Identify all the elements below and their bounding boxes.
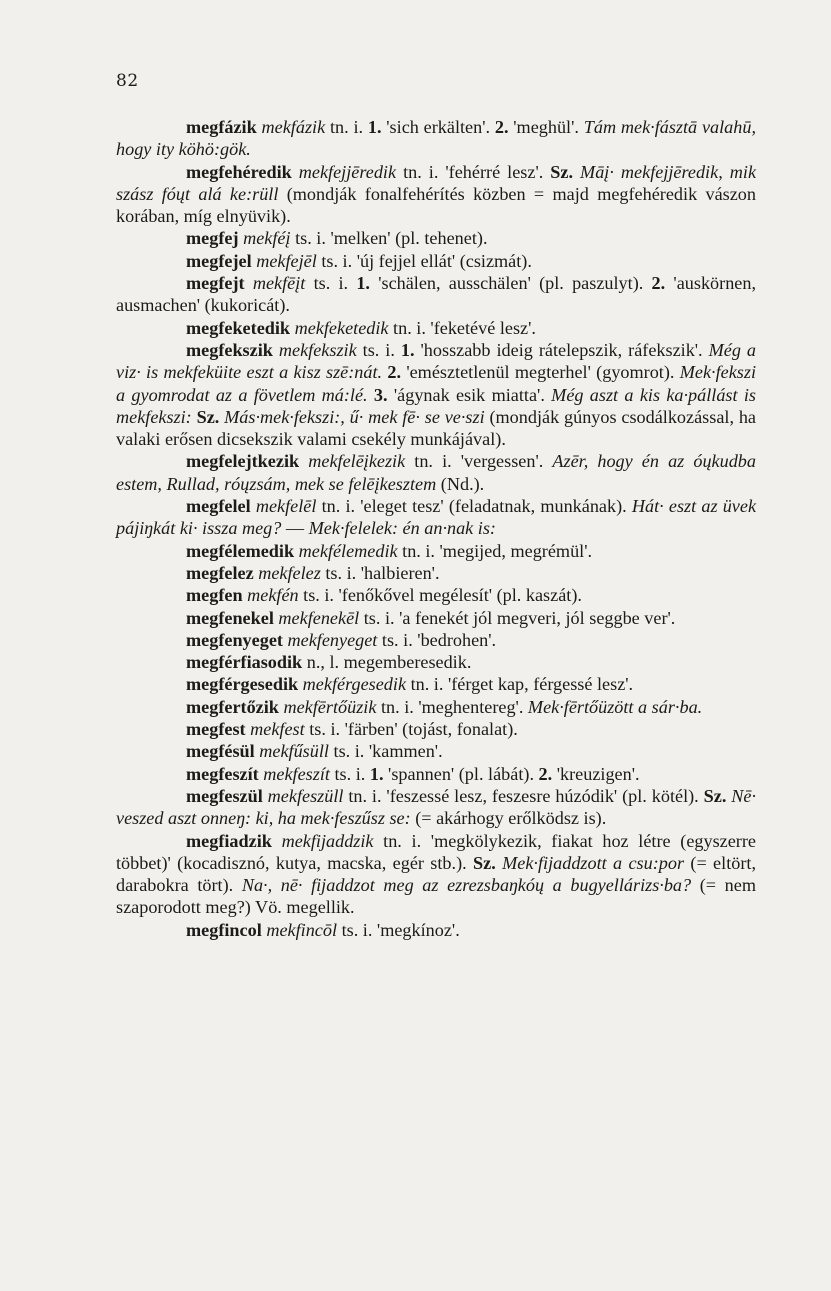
- example: Hát· eszt az üvek pájiŋkát ki· issza meg?: [116, 496, 757, 539]
- headword: megfenekel: [186, 607, 274, 628]
- entry-megfejt: megfejt mekfēįt ts. i. 1. 'schälen, ausschälen' (pl. paszulyt). 2. 'auskörnen, ausmachen' (kukoricát).: [116, 273, 756, 316]
- headword: megfiadzik: [186, 830, 272, 851]
- dialect-form: mekfelēl: [255, 496, 317, 517]
- dialect-form: mekfélemedik: [298, 540, 398, 561]
- entry-megfesul: megfésül mekfűsüll ts. i. 'kammen'.: [186, 741, 443, 762]
- dialect-form: mekfijaddzik: [281, 830, 374, 851]
- headword: megfelez: [186, 562, 254, 583]
- entry-megfejel: megfejel mekfejēl ts. i. 'új fejjel ellát' (csizmát).: [186, 250, 532, 271]
- example: Mek·fijaddzott a csu:por: [502, 852, 685, 873]
- dialect-form: mekfest: [250, 719, 305, 740]
- entry-megfelel: megfelel mekfelēl tn. i. 'eleget tesz' (feladatnak, munkának). Hát· eszt az üvek pájiŋkát ki· issza meg? — Mek·felelek: én an·nak is:: [116, 496, 757, 539]
- dialect-form: mekfēįt: [252, 273, 306, 294]
- entry-megfeszit: megfeszít mekfeszít ts. i. 1. 'spannen' (pl. lábát). 2. 'kreuzigen'.: [186, 763, 640, 784]
- entry-megfelemedik: megfélemedik mekfélemedik tn. i. 'megijed, megrémül'.: [186, 540, 593, 561]
- example: Māį· mekfejjēredik, mik szász fóųt alá ke:rüll: [116, 161, 757, 204]
- dialect-form: mekfenekēl: [278, 607, 360, 628]
- example: Mek·felelek: én an·nak is:: [308, 518, 496, 539]
- headword: megfejt: [186, 273, 245, 294]
- dialect-form: mekfázik: [261, 117, 326, 137]
- dialect-form: mekfelēįkezik: [308, 451, 406, 472]
- page-number: 82: [116, 71, 139, 91]
- headword: megfenyeget: [186, 629, 283, 650]
- entry-megfej: megfej mekféį ts. i. 'melken' (pl. tehenet).: [186, 228, 488, 249]
- headword: megfehéredik: [186, 161, 292, 182]
- entry-megfeheredik: megfehéredik mekfejjēredik tn. i. 'fehérré lesz'. Sz. Māį· mekfejjēredik, mik szász fóųt alá ke:rüll (mondják fonalfehérítés közben = majd megfehéredik vászon korában, míg elnyüvik).: [116, 161, 757, 227]
- headword: megfelejtkezik: [186, 451, 300, 472]
- example: Mek·fekszi a gyomrodat az a fövetlem má:lé.: [116, 362, 757, 405]
- headword: megfésül: [186, 741, 255, 762]
- headword: megfincol: [186, 919, 262, 940]
- example: Mek·fērtőüzött a sár·ba.: [527, 696, 703, 717]
- headword: megfertőzik: [186, 696, 279, 717]
- dictionary-column: [116, 116, 756, 941]
- entry-megfekszik: megfekszik mekfekszik ts. i. 1. 'hosszabb ideig rátelepszik, ráfekszik'. Még a viz· is mekfeküite eszt a kisz szē:nát. 2. 'emésztetlenül megterhel' (gyomrot). Mek·fekszi a gyomrodat az a fövetlem má:lé. 3. 'ágynak esik miatta'. Még aszt a kis ka·pállást is mekfekszi: Sz. Más·mek·fekszi:, ű· mek fē· se ve·szi (mondják gúnyos csodálkozással, ha valaki erősen dicsekszik valami csekély munkájával).: [116, 339, 757, 450]
- dialect-form: mekfērtőüzik: [283, 696, 377, 717]
- dialect-form: mekfekszik: [278, 339, 357, 360]
- headword: megfeszít: [186, 763, 259, 784]
- headword: megférfiasodik: [186, 652, 303, 673]
- headword: megfelel: [186, 496, 251, 517]
- entry-megfenekel: megfenekel mekfenekēl ts. i. 'a fenekét jól megveri, jól seggbe ver'.: [186, 607, 676, 628]
- dialect-form: mekfincōl: [266, 919, 338, 940]
- dialect-form: mekfeketedik: [294, 317, 389, 338]
- entry-megfen: megfen mekfén ts. i. 'fenőkővel megélesít' (pl. kaszát).: [186, 585, 582, 606]
- example: Még aszt a kis ka·pállást is mekfekszi:: [116, 384, 756, 427]
- entry-megfest: megfest mekfest ts. i. 'färben' (tojást, fonalat).: [186, 719, 518, 740]
- headword: megfej: [186, 228, 239, 249]
- example: Még a viz· is mekfeküite eszt a kisz szē:nát.: [116, 339, 757, 383]
- dialect-form: mekfenyeget: [287, 629, 378, 650]
- entry-megfeketedik: megfeketedik mekfeketedik tn. i. 'feketévé lesz'.: [186, 317, 536, 338]
- entry-megfeszul: megfeszül mekfeszüll tn. i. 'feszessé lesz, feszesre húzódik' (pl. kötél). Sz. Nē· veszed aszt onneŋ: ki, ha mek·feszűsz se: (= akárhogy erőlködsz is).: [116, 785, 757, 829]
- dialect-form: mekfeszüll: [267, 785, 344, 806]
- entry-megfincol: megfincol mekfincōl ts. i. 'megkínoz'.: [186, 919, 460, 940]
- headword: megfejel: [186, 250, 252, 271]
- example: Más·mek·fekszi:, ű· mek fē· se ve·szi: [224, 406, 485, 427]
- example: Tám mek·fásztā valahū, hogy ity köhö:gök.: [116, 117, 756, 160]
- headword: megfekszik: [186, 339, 273, 360]
- example: Nē· veszed aszt onneŋ: ki, ha mek·feszűsz se:: [116, 785, 757, 829]
- dialect-form: mekfejjēredik: [298, 161, 397, 182]
- dialect-form: mekférgesedik: [302, 674, 407, 695]
- headword: megfen: [186, 585, 243, 606]
- headword: megfélemedik: [186, 540, 295, 561]
- dialect-form: mekfén: [247, 585, 299, 606]
- dialect-form: mekféį: [243, 228, 291, 249]
- entry-megfiadzik: megfiadzik mekfijaddzik tn. i. 'megkölykezik, fiakat hoz létre (egyszerre többet)' (kocadisznó, kutya, macska, egér stb.). Sz. Mek·fijaddzott a csu:por (= eltört, darabokra tört). Na·, nē· fijaddzot meg az ezrezsbaŋkóų a bugyellárizs·ba? (= nem szaporodott meg?) Vö. megellik.: [116, 830, 756, 918]
- entry-megfenyeget: megfenyeget mekfenyeget ts. i. 'bedrohen'.: [186, 629, 497, 650]
- entry-megfertozik: megfertőzik mekfērtőüzik tn. i. 'meghentereg'. Mek·fērtőüzött a sár·ba.: [186, 696, 703, 717]
- entry-megfazik: megfázik mekfázik tn. i. 1. 'sich erkälten'. 2. 'meghül'. Tám mek·fásztā valahū, hogy ity köhö:gök.: [116, 117, 756, 160]
- headword: megfeketedik: [186, 317, 291, 338]
- entry-megfelejtkezik: megfelejtkezik mekfelēįkezik tn. i. 'vergessen'. Azēr, hogy én az óųkudba estem, Rullad, róųzsám, mek se felēįkesztem (Nd.).: [116, 451, 756, 494]
- headword: megfeszül: [186, 785, 263, 806]
- dialect-form: mekfelez: [258, 562, 321, 583]
- headword: megférgesedik: [186, 674, 299, 695]
- dialect-form: mekfejēl: [256, 250, 317, 271]
- dialect-form: mekfeszít: [263, 763, 330, 784]
- entry-megfelez: megfelez mekfelez ts. i. 'halbieren'.: [186, 562, 440, 583]
- entry-megfergesedik: megférgesedik mekférgesedik tn. i. 'férget kap, férgessé lesz'.: [186, 674, 634, 695]
- headword: megfázik: [186, 117, 257, 137]
- example: Na·, nē· fijaddzot meg az ezrezsbaŋkóų a bugyellárizs·ba?: [241, 875, 692, 896]
- headword: megfest: [186, 719, 246, 740]
- dialect-form: mekfűsüll: [259, 741, 329, 762]
- entry-megferfiasodik: megférfiasodik n., l. megemberesedik.: [186, 652, 472, 673]
- example: Azēr, hogy én az óųkudba estem, Rullad, róųzsám, mek se felēįkesztem: [116, 451, 756, 494]
